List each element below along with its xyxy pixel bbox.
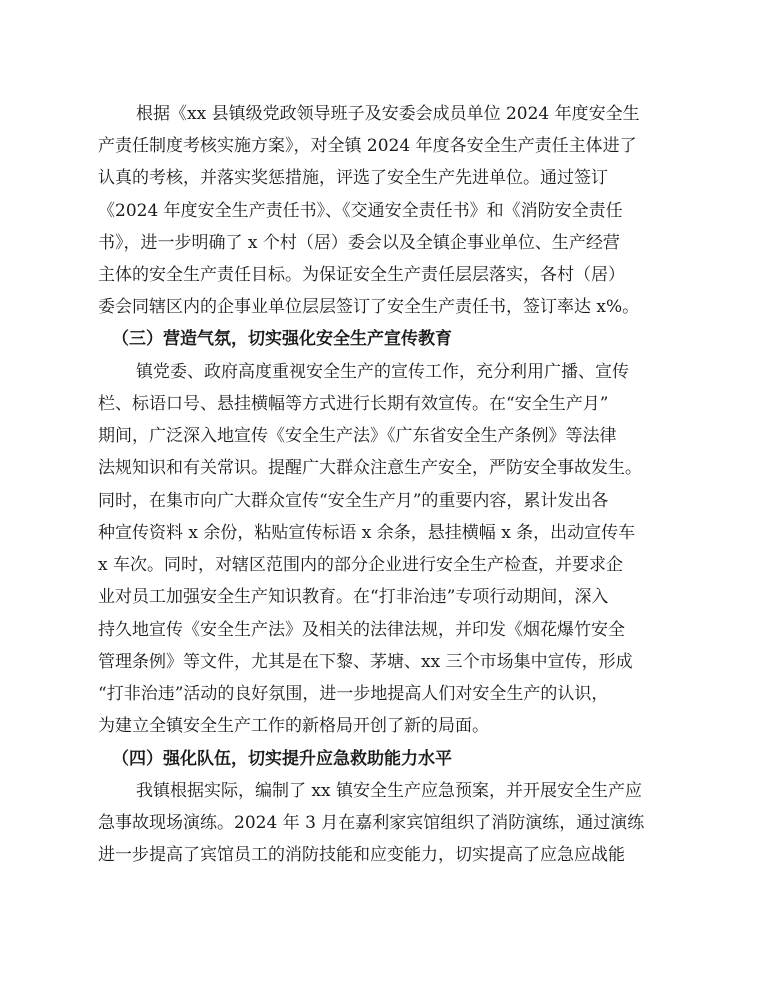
paragraph-line: 产责任制度考核实施方案》，对全镇 2024 年度各安全生产责任主体进了 xyxy=(98,136,637,156)
paragraph-line: 《2024 年度安全生产责任书》、《交通安全责任书》和《消防安全责任 xyxy=(98,201,623,221)
paragraph-line: 镇党委、政府高度重视安全生产的宣传工作，充分利用广播、宣传 xyxy=(136,362,629,382)
paragraph-line: 书》，进一步明确了 x 个村（居）委会以及全镇企事业单位、生产经营 xyxy=(98,233,620,253)
paragraph-line: “打非治违”活动的良好氛围，进一步地提高人们对安全生产的认识， xyxy=(98,684,609,704)
paragraph-line: 为建立全镇安全生产工作的新格局开创了新的局面。 xyxy=(98,716,489,736)
section-heading: （三）营造气氛，切实强化安全生产宣传教育 xyxy=(112,329,452,349)
paragraph-line: 急事故现场演练。2024 年 3 月在嘉利家宾馆组织了消防演练，通过演练 xyxy=(98,813,645,833)
section-heading: （四）强化队伍，切实提升应急救助能力水平 xyxy=(112,749,452,769)
paragraph-line: 委会同辖区内的企事业单位层层签订了安全生产责任书，签订率达 x%。 xyxy=(98,297,640,317)
paragraph-line: x 车次。同时，对辖区范围内的部分企业进行安全生产检查，并要求企 xyxy=(98,555,623,575)
paragraph-line: 根据《xx 县镇级党政领导班子及安委会成员单位 2024 年度安全生 xyxy=(136,104,640,124)
paragraph-line: 同时，在集市向广大群众宣传“安全生产月”的重要内容，累计发出各 xyxy=(98,491,609,511)
paragraph-line: 期间，广泛深入地宣传《安全生产法》《广东省安全生产条例》等法律 xyxy=(98,426,617,446)
paragraph-line: 进一步提高了宾馆员工的消防技能和应变能力，切实提高了应急应战能 xyxy=(98,845,625,865)
paragraph-line: 种宣传资料 x 余份，粘贴宣传标语 x 余条，悬挂横幅 x 条，出动宣传车 xyxy=(98,523,636,543)
paragraph-line: 认真的考核，并落实奖惩措施，评选了安全生产先进单位。通过签订 xyxy=(98,168,608,188)
paragraph-line: 管理条例》等文件，尤其是在下黎、茅塘、xx 三个市场集中宣传，形成 xyxy=(98,652,633,672)
paragraph-line: 主体的安全生产责任目标。为保证安全生产责任层层落实，各村（居） xyxy=(98,265,625,285)
paragraph-line: 持久地宣传《安全生产法》及相关的法律法规，并印发《烟花爆竹安全 xyxy=(98,620,625,640)
paragraph-line: 业对员工加强安全生产知识教育。在“打非治违”专项行动期间，深入 xyxy=(98,587,609,607)
paragraph-line: 法规知识和有关常识。提醒广大群众注意生产安全，严防安全事故发生。 xyxy=(98,458,642,478)
paragraph-line: 栏、标语口号、悬挂横幅等方式进行长期有效宣传。在“安全生产月” xyxy=(98,394,609,414)
paragraph-line: 我镇根据实际，编制了 xx 镇安全生产应急预案，并开展安全生产应 xyxy=(136,781,642,801)
